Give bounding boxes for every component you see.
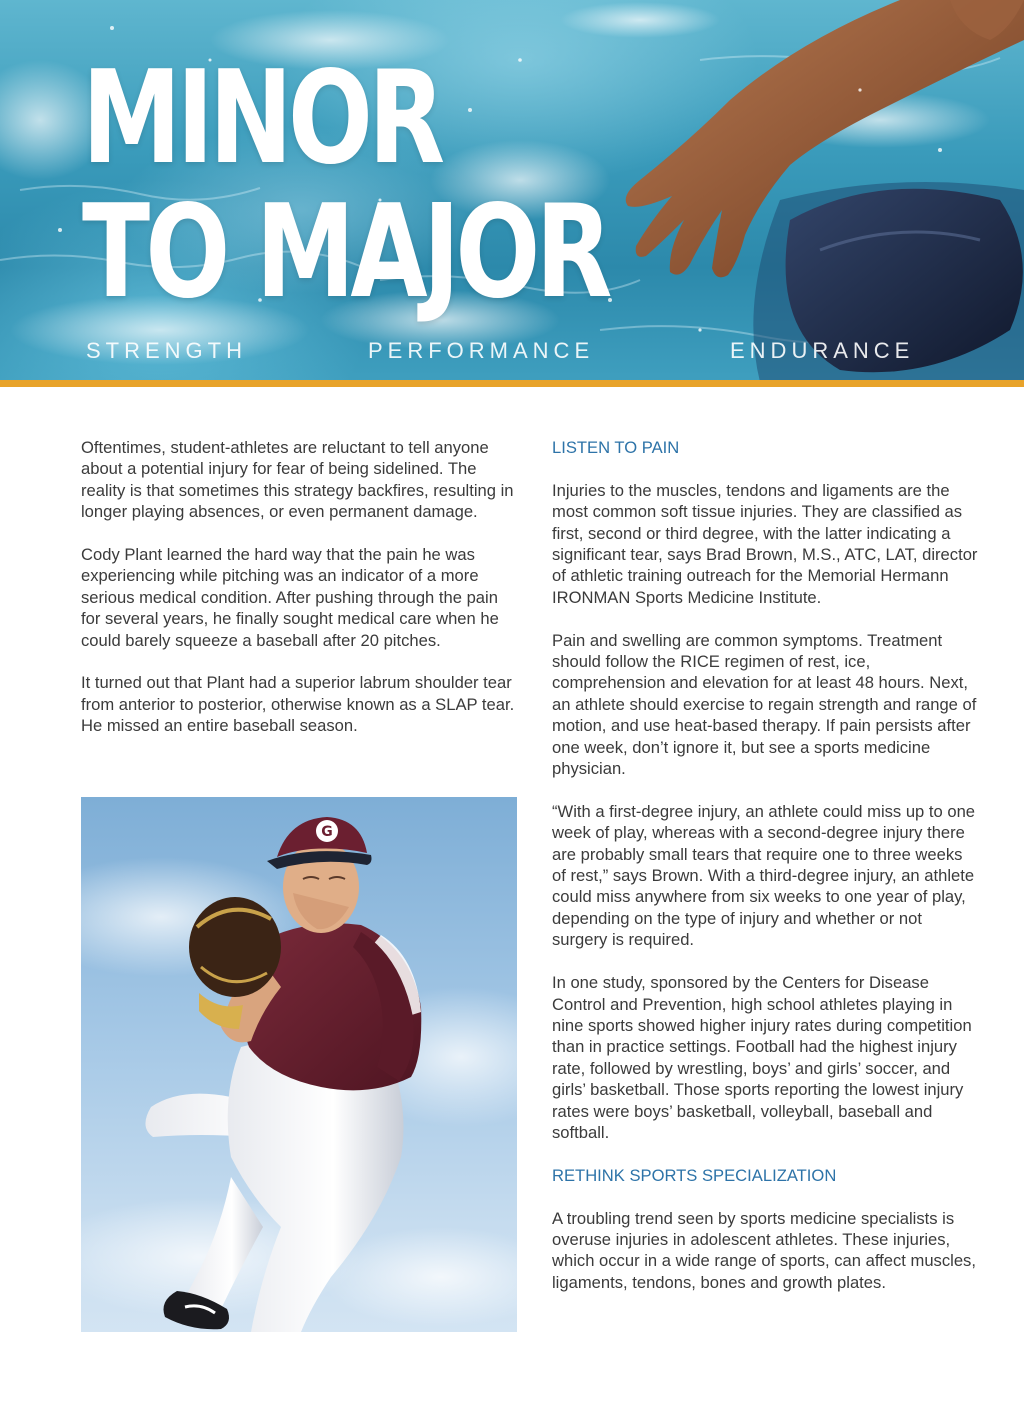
page-title: [82, 44, 608, 327]
body-paragraph: Oftentimes, student-athletes are reluctant to tell anyone about a potential injury for fear of being sidelined. The reality is that sometimes this strategy backfires, resulting in longer playing absences, or even permanent damage.: [81, 438, 514, 522]
tagline-performance: PERFORMANCE: [368, 338, 595, 363]
left-column: [81, 437, 521, 758]
right-column: [552, 437, 980, 1315]
baseball-pitcher-illustration: [81, 797, 517, 1332]
title-line-1: MINOR: [82, 44, 441, 193]
body-paragraph: Pain and swelling are common symptoms. Treatment should follow the RICE regimen of rest, ice, comprehension and elevation for at least 48 hours. Next, an athlete should exercise to regain strength and range of motion, and use heat-based therapy. If pain persists after one week, don’t ignore it, but see a sports medicine physician.: [552, 630, 977, 779]
hero-banner: [0, 0, 1024, 382]
body-paragraph: Injuries to the muscles, tendons and ligaments are the most common soft tissue injuries. They are classified as first, second or third degree, with the latter indicating a significant tear, says Brad Brown, M.S., ATC, LAT, director of athletic training outreach for the Memorial Hermann IRONMAN Sports Medicine Institute.: [552, 480, 978, 607]
tagline-strength: STRENGTH: [86, 338, 247, 363]
body-paragraph: It turned out that Plant had a superior labrum shoulder tear from anterior to posterior, otherwise known as a SLAP tear. He missed an entire baseball season.: [81, 673, 515, 736]
section-heading-rethink-sports-specialization: RETHINK SPORTS SPECIALIZATION: [552, 1165, 837, 1185]
title-line-2: TO MAJOR: [82, 178, 608, 327]
accent-divider: [0, 380, 1024, 387]
pitcher-photo: [81, 797, 517, 1332]
body-paragraph: A troubling trend seen by sports medicine specialists is overuse injuries in adolescent athletes. These injuries, which occur in a wide range of sports, can affect muscles, ligaments, tendons, bones and growth plates.: [552, 1208, 976, 1292]
body-paragraph: Cody Plant learned the hard way that the pain he was experiencing while pitching was an indicator of a more serious medical condition. After pushing through the pain for several years, he finally sought medical care when he could barely squeeze a baseball after 20 pitches.: [81, 545, 499, 650]
body-paragraph: “With a first-degree injury, an athlete could miss up to one week of play, whereas with a second-degree injury there are probably small tears that require one to three weeks of rest,” says Brown. With a third-degree injury, an athlete could miss anywhere from six weeks to one year of play, depending on the type of injury and whether or not surgery is required.: [552, 801, 976, 950]
section-heading-listen-to-pain: LISTEN TO PAIN: [552, 438, 680, 457]
cap-logo: G: [321, 824, 333, 840]
body-paragraph: In one study, sponsored by the Centers for Disease Control and Prevention, high school athletes playing in nine sports showed higher injury rates during competition than in practice settings. Football had the highest injury rate, followed by wrestling, boys’ and girls’ soccer, and girls’ basketball. Those sports reporting the lowest injury rates were boys’ basketball, volleyball, baseball and softball.: [552, 973, 972, 1142]
tagline-endurance: ENDURANCE: [730, 338, 915, 363]
